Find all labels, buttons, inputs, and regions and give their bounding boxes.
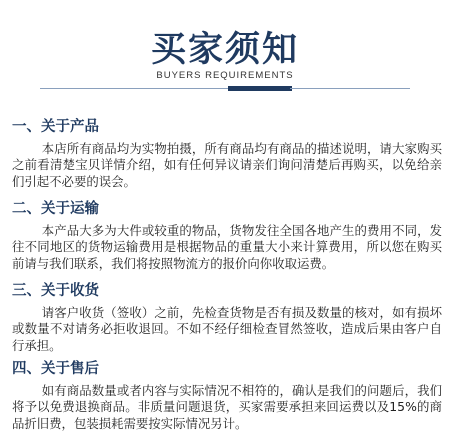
section-receiving: [12, 282, 442, 354]
section-product: [12, 118, 442, 190]
page-title: 买家须知: [150, 30, 299, 70]
section-body: 如有商品数量或者内容与实际情况不相符的，确认是我们的问题后，我们将予以免费退换商品。非质量问题退货，买家需要承担来回运费以及15%的商品折旧费，包装损耗需要按实际情况另计。: [12, 383, 442, 431]
title-divider-accent: [228, 86, 292, 91]
section-title: 二、关于运输: [12, 201, 99, 217]
section-body: 本店所有商品均为实物拍摄，所有商品均有商品的描述说明，请大家购买之前看清楚宝贝详情介绍，如有任何异议请亲们询问清楚后再购买，以免给亲们引起不必要的误会。: [12, 141, 442, 189]
page-subtitle: BUYERS REQUIREMENTS: [156, 70, 294, 81]
section-body: 请客户收货（签收）之前，先检查货物是否有损及数量的核对，如有损坏或数量不对请务必拒收退回。不如不经仔细检查冒然签收，造成后果由客户自行承担。: [12, 305, 442, 353]
title-divider-left: [40, 88, 230, 89]
section-title: 三、关于收货: [12, 283, 99, 299]
section-body: 本产品大多为大件或较重的物品，货物发往全国各地产生的费用不同，发往不同地区的货物运输费用是根据物品的重量大小来计算费用，所以您在购买前请与我们联系，我们将按照物流方的报价向你收取运费。: [12, 223, 442, 271]
header: [0, 0, 450, 108]
section-shipping: [12, 200, 442, 272]
section-title: 一、关于产品: [12, 119, 99, 135]
section-title: 四、关于售后: [12, 361, 99, 377]
title-divider-right: [290, 88, 410, 89]
section-after-sales: [12, 360, 442, 432]
